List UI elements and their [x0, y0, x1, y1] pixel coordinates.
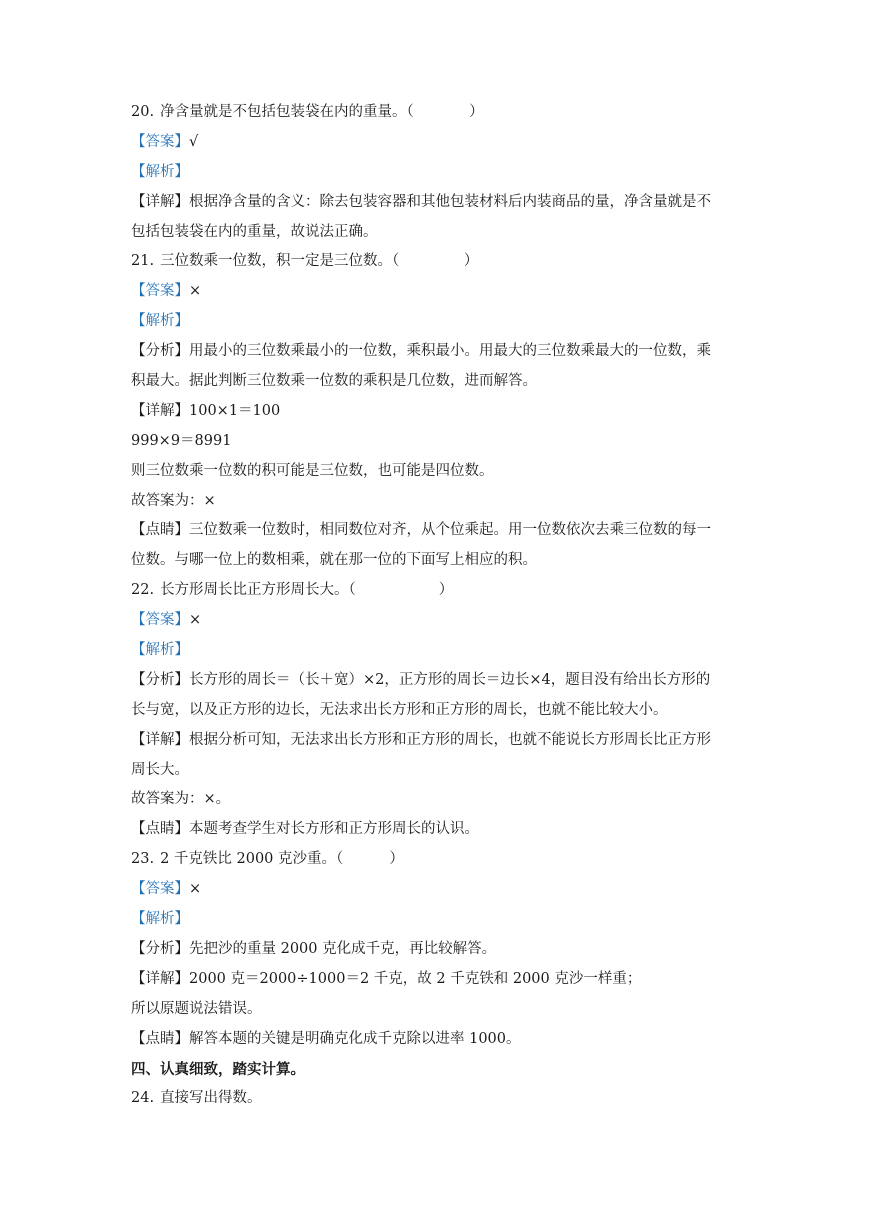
- dianjing-text: 解答本题的关键是明确克化成千克除以进率 1000。: [189, 1030, 521, 1047]
- fenxi-line: 积最大。据此判断三位数乘一位数的乘积是几位数，进而解答。: [131, 373, 537, 390]
- detail-text: 根据分析可知，无法求出长方形和正方形的周长，也就不能说长方形周长比正方形: [189, 731, 711, 748]
- detail-text: 根据净含量的含义：除去包装容器和其他包装材料后内装商品的量，净含量就是不: [189, 193, 711, 210]
- question-text: 三位数乘一位数，积一定是三位数。（: [160, 253, 400, 270]
- question-23: [131, 845, 741, 875]
- detail-line: [131, 726, 741, 756]
- answer-line: [131, 606, 741, 636]
- dianjing-tag: 【点睛】: [131, 821, 189, 838]
- fenxi-tag: 【分析】: [131, 671, 189, 688]
- dianjing-tag: 【点睛】: [131, 1030, 189, 1047]
- question-number: 20.: [131, 104, 155, 120]
- answer-line: [131, 875, 741, 905]
- analysis-line: [131, 307, 741, 337]
- fenxi-tag: 【分析】: [131, 343, 189, 360]
- detail-line: 999×9＝8991: [131, 432, 232, 449]
- answer-value: ×: [189, 283, 202, 300]
- document-page: [131, 98, 741, 1114]
- dianjing-tag: 【点睛】: [131, 522, 189, 539]
- answer-tag: 【答案】: [131, 612, 189, 629]
- analysis-tag: 【解析】: [131, 911, 189, 928]
- dianjing-text: 本题考查学生对长方形和正方形周长的认识。: [189, 821, 479, 838]
- question-number: 21.: [131, 253, 155, 270]
- dianjing-text: 三位数乘一位数时，相同数位对齐，从个位乘起。用一位数依次去乘三位数的每一: [189, 522, 711, 539]
- answer-line: [131, 277, 741, 307]
- dianjing-line: 位数。与哪一位上的数相乘，就在那一位的下面写上相应的积。: [131, 552, 537, 569]
- fenxi-line: [131, 935, 741, 965]
- analysis-line: [131, 158, 741, 188]
- question-text: 净含量就是不包括包装袋在内的重量。（: [160, 104, 414, 120]
- question-text: 直接写出得数。: [160, 1090, 262, 1107]
- dianjing-line: [131, 815, 741, 845]
- answer-tag: 【答案】: [131, 881, 189, 898]
- question-24: [131, 1084, 741, 1114]
- detail-tag: 【详解】: [131, 193, 189, 210]
- detail-tag: 【详解】: [131, 970, 189, 987]
- answer-blank: ）: [413, 104, 484, 120]
- fenxi-text: 先把沙的重量 2000 克化成千克，再比较解答。: [189, 940, 497, 957]
- detail-text: 2000 克＝2000÷1000＝2 千克，故 2 千克铁和 2000 克沙一样重；: [189, 970, 642, 987]
- detail-tag: 【详解】: [131, 402, 189, 419]
- dianjing-line: [131, 516, 741, 546]
- answer-value: √: [189, 133, 199, 150]
- answer-blank: ）: [399, 253, 479, 270]
- question-number: 23.: [131, 851, 155, 868]
- detail-line: [131, 965, 741, 995]
- answer-value: ×: [189, 881, 202, 898]
- fenxi-text: 用最小的三位数乘最小的一位数，乘积最小。用最大的三位数乘最大的一位数，乘: [189, 343, 711, 360]
- detail-line: 故答案为：×: [131, 492, 216, 509]
- question-number: 22.: [131, 582, 155, 599]
- question-20: [131, 98, 741, 128]
- answer-value: ×: [189, 612, 202, 629]
- fenxi-line: [131, 337, 741, 367]
- fenxi-tag: 【分析】: [131, 940, 189, 957]
- detail-line: 则三位数乘一位数的积可能是三位数，也可能是四位数。: [131, 462, 494, 479]
- answer-blank: ）: [355, 582, 454, 599]
- dianjing-line: [131, 1025, 741, 1055]
- analysis-tag: 【解析】: [131, 163, 189, 180]
- detail-line: [131, 397, 741, 427]
- answer-tag: 【答案】: [131, 133, 189, 150]
- fenxi-line: 长与宽，以及正方形的边长，无法求出长方形和正方形的周长，也就不能比较大小。: [131, 701, 668, 718]
- analysis-tag: 【解析】: [131, 642, 189, 659]
- detail-tag: 【详解】: [131, 731, 189, 748]
- detail-text: 100×1＝100: [189, 402, 281, 419]
- question-text: 2 千克铁比 2000 克沙重。（: [160, 851, 344, 868]
- detail-line: 所以原题说法错误。: [131, 1000, 262, 1017]
- analysis-line: [131, 636, 741, 666]
- question-22: [131, 576, 741, 606]
- analysis-tag: 【解析】: [131, 313, 189, 330]
- detail-line: 周长大。: [131, 761, 189, 778]
- question-text: 长方形周长比正方形周长大。（: [160, 582, 356, 599]
- detail-line: [131, 188, 741, 218]
- fenxi-text: 长方形的周长＝（长＋宽）×2，正方形的周长＝边长×4，题目没有给出长方形的: [189, 671, 711, 688]
- analysis-line: [131, 905, 741, 935]
- answer-line: [131, 128, 741, 158]
- question-number: 24.: [131, 1090, 155, 1107]
- detail-line: 包括包装袋在内的重量，故说法正确。: [131, 223, 378, 240]
- section-heading: 四、认真细致，踏实计算。: [131, 1060, 305, 1078]
- fenxi-line: [131, 666, 741, 696]
- answer-blank: ）: [343, 851, 404, 868]
- question-21: [131, 247, 741, 277]
- answer-tag: 【答案】: [131, 283, 189, 300]
- detail-line: 故答案为：×。: [131, 791, 231, 808]
